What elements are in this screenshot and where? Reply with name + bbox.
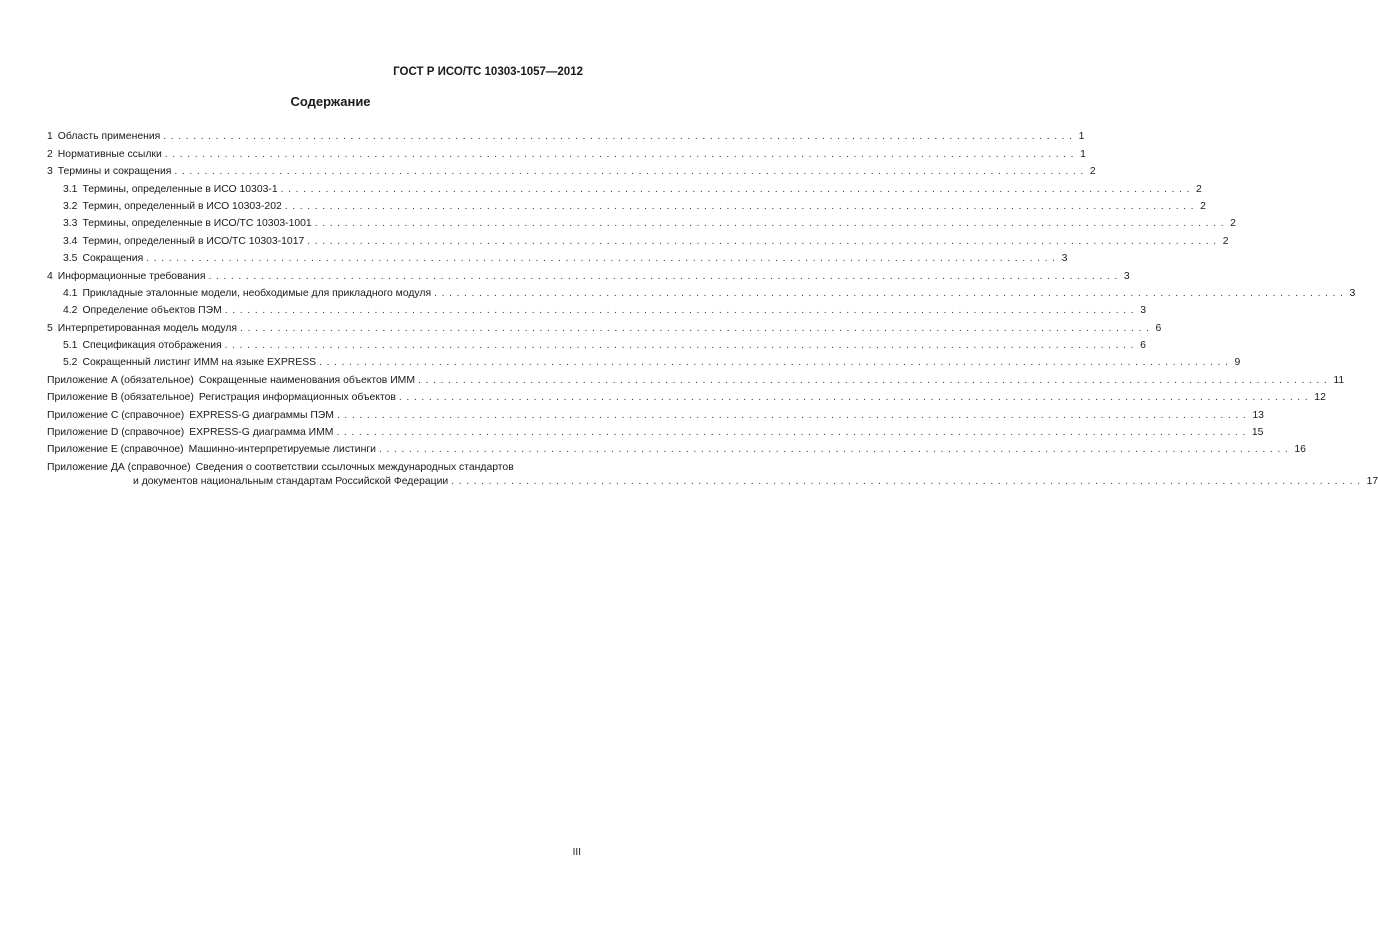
toc-entry[interactable] bbox=[47, 283, 1356, 300]
toc-entry-label: Сокращения bbox=[82, 253, 144, 265]
leader-dots: .......................................................................................................................... bbox=[378, 444, 1293, 456]
toc-entry[interactable] bbox=[47, 143, 1086, 160]
toc-entry-label: Интерпретированная модель модуля bbox=[57, 322, 238, 334]
toc-entry-label: Область применения bbox=[57, 131, 161, 143]
toc-entry-page: 3 bbox=[1123, 270, 1130, 282]
toc-entry-label: Термин, определенный в ИСО 10303-202 bbox=[82, 200, 282, 212]
toc-entry-page: 6 bbox=[1140, 340, 1146, 352]
toc-entry-label: Термины, определенные в ИСО/ТС 10303-1001 bbox=[82, 218, 312, 230]
leader-dots: .......................................................................................................................... bbox=[280, 183, 1195, 195]
leader-dots: .......................................................................................................................... bbox=[174, 166, 1088, 178]
toc-entry-label: Регистрация информационных объектов bbox=[198, 392, 396, 404]
toc-entry-number: 5.2 bbox=[63, 357, 78, 369]
toc-entry[interactable] bbox=[47, 404, 1264, 421]
leader-dots: .......................................................................................................................... bbox=[336, 427, 1250, 439]
toc-entry-label-continued: и документов национальным стандартам Российской Федерации bbox=[133, 475, 449, 487]
leader-dots: .......................................................................................................................... bbox=[451, 475, 1365, 487]
toc-entry-page: 2 bbox=[1230, 218, 1236, 230]
toc-entry-page: 6 bbox=[1155, 322, 1162, 334]
toc-entry[interactable] bbox=[47, 317, 1162, 334]
leader-dots: .......................................................................................................................... bbox=[224, 340, 1139, 352]
toc-entry-number: Приложение Е (справочное) bbox=[47, 444, 184, 456]
leader-dots: .......................................................................................................................... bbox=[314, 218, 1229, 230]
toc-entry-number: Приложение В (обязательное) bbox=[47, 392, 194, 404]
leader-dots: .......................................................................................................................... bbox=[418, 374, 1332, 386]
toc-entry-number: 5.1 bbox=[63, 340, 78, 352]
toc-entry[interactable] bbox=[47, 369, 1345, 386]
toc-entry-page: 9 bbox=[1234, 357, 1241, 369]
toc-entry-number: 3 bbox=[47, 166, 53, 178]
toc-entry-number: Приложение D (справочное) bbox=[47, 427, 185, 439]
leader-dots: .......................................................................................................................... bbox=[224, 305, 1139, 317]
page-title: Содержание bbox=[290, 94, 371, 109]
leader-dots: .......................................................................................................................... bbox=[398, 392, 1313, 404]
leader-dots: .......................................................................................................................... bbox=[319, 357, 1233, 369]
toc-entry-number: 3.5 bbox=[63, 253, 78, 265]
toc-entry-label: Определение объектов ПЭМ bbox=[82, 305, 222, 317]
toc-entry-page: 3 bbox=[1140, 305, 1146, 317]
toc-entry-page: 2 bbox=[1196, 183, 1202, 195]
toc-entry[interactable] bbox=[47, 352, 1241, 369]
toc-entry-label: Сокращенный листинг ИММ на языке EXPRESS bbox=[82, 357, 317, 369]
toc-entry-number: 3.4 bbox=[63, 235, 78, 247]
toc-entry[interactable] bbox=[47, 439, 1306, 456]
toc-entry-number: 1 bbox=[47, 131, 53, 143]
leader-dots: .......................................................................................................................... bbox=[164, 148, 1079, 160]
toc-entry-page: 16 bbox=[1294, 444, 1306, 456]
toc-entry-number: 3.2 bbox=[63, 200, 78, 212]
leader-dots: .......................................................................................................................... bbox=[307, 235, 1221, 247]
document-code: ГОСТ Р ИСО/ТС 10303-1057—2012 bbox=[393, 66, 583, 78]
toc-entry-label: Информационные требования bbox=[57, 270, 206, 282]
toc-entry-number: 4.2 bbox=[63, 305, 78, 317]
toc-entry[interactable] bbox=[47, 161, 1096, 178]
leader-dots: .......................................................................................................................... bbox=[434, 287, 1348, 299]
leader-dots: .......................................................................................................................... bbox=[208, 270, 1122, 282]
toc-entry-number: Приложение С (справочное) bbox=[47, 409, 185, 421]
toc-entry-label: Нормативные ссылки bbox=[57, 148, 162, 160]
page-number: III bbox=[572, 847, 581, 858]
toc-entry[interactable] bbox=[47, 456, 1378, 487]
toc-entry-label: Сокращенные наименования объектов ИММ bbox=[198, 374, 415, 386]
toc-entry-number: 3.3 bbox=[63, 218, 78, 230]
toc-entry[interactable] bbox=[47, 248, 1068, 265]
toc-entry-number: Приложение ДА (справочное) bbox=[47, 461, 191, 473]
toc-entry-number: 2 bbox=[47, 148, 53, 160]
toc-entry-number: 4 bbox=[47, 270, 53, 282]
toc-entry-page: 2 bbox=[1200, 200, 1206, 212]
toc-entry[interactable] bbox=[47, 265, 1130, 282]
toc-entry[interactable] bbox=[47, 335, 1146, 352]
toc-entry-page: 2 bbox=[1089, 166, 1096, 178]
toc-entry[interactable] bbox=[47, 213, 1236, 230]
toc-entry-label: EXPRESS-G диаграммы ПЭМ bbox=[189, 409, 334, 421]
toc-entry-page: 13 bbox=[1252, 409, 1264, 421]
toc-entry-label: Термины и сокращения bbox=[57, 166, 172, 178]
table-of-contents bbox=[47, 126, 1378, 488]
toc-entry-label: EXPRESS-G диаграмма ИММ bbox=[189, 427, 334, 439]
toc-entry-number: 3.1 bbox=[63, 183, 78, 195]
toc-entry-label: Термин, определенный в ИСО/ТС 10303-1017 bbox=[82, 235, 305, 247]
toc-entry-page: 3 bbox=[1349, 287, 1356, 299]
toc-entry-page: 2 bbox=[1222, 235, 1229, 247]
toc-entry-page: 1 bbox=[1078, 131, 1085, 143]
leader-dots: .......................................................................................................................... bbox=[146, 253, 1060, 265]
leader-dots: .......................................................................................................................... bbox=[163, 131, 1077, 143]
toc-entry-label: Машинно-интерпретируемые листинги bbox=[188, 444, 376, 456]
toc-entry-number: 5 bbox=[47, 322, 53, 334]
toc-entry[interactable] bbox=[47, 387, 1326, 404]
toc-entry-page: 11 bbox=[1333, 374, 1345, 386]
toc-entry-label: Сведения о соответствии ссылочных международных стандартов bbox=[195, 461, 514, 473]
toc-entry[interactable] bbox=[47, 196, 1206, 213]
toc-entry[interactable] bbox=[47, 178, 1202, 195]
toc-entry-page: 1 bbox=[1080, 148, 1086, 160]
toc-entry[interactable] bbox=[47, 126, 1085, 143]
toc-entry-page: 17 bbox=[1366, 475, 1378, 487]
toc-entry-label: Спецификация отображения bbox=[82, 340, 222, 352]
toc-entry-number: 4.1 bbox=[63, 287, 78, 299]
toc-entry-number: Приложение А (обязательное) bbox=[47, 374, 194, 386]
toc-entry-label: Прикладные эталонные модели, необходимые для прикладного модуля bbox=[82, 287, 432, 299]
leader-dots: .......................................................................................................................... bbox=[240, 322, 1154, 334]
toc-entry-page: 3 bbox=[1061, 253, 1068, 265]
toc-entry[interactable] bbox=[47, 230, 1229, 247]
toc-entry-page: 15 bbox=[1251, 427, 1264, 439]
toc-entry[interactable] bbox=[47, 422, 1264, 439]
leader-dots: .......................................................................................................................... bbox=[336, 409, 1251, 421]
toc-entry[interactable] bbox=[47, 300, 1146, 317]
toc-entry-label: Термины, определенные в ИСО 10303-1 bbox=[82, 183, 278, 195]
leader-dots: .......................................................................................................................... bbox=[284, 200, 1199, 212]
toc-entry-page: 12 bbox=[1314, 392, 1326, 404]
